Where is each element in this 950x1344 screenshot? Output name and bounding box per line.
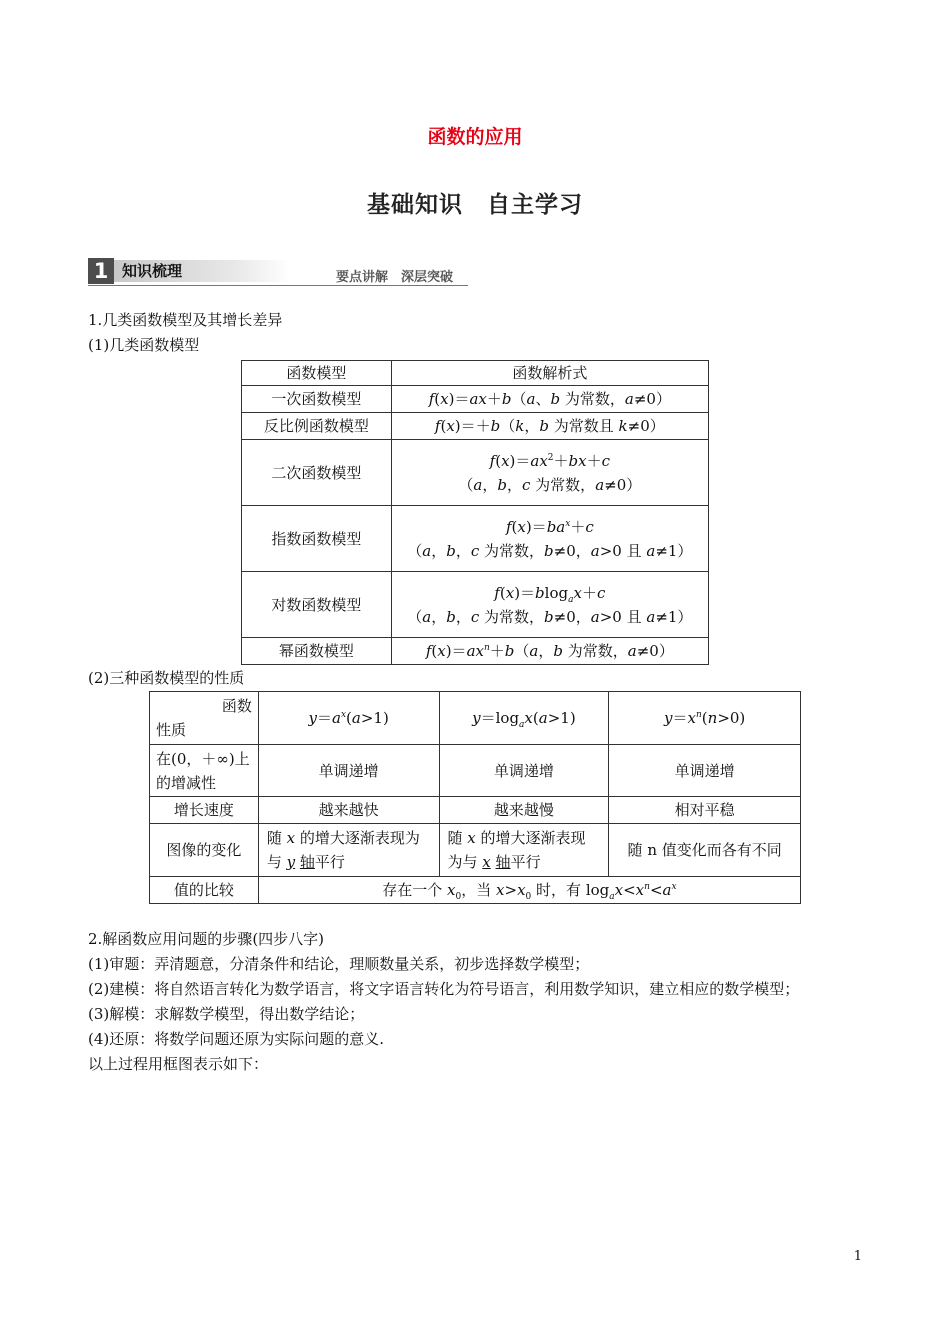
table1-row-name: 二次函数模型 — [242, 440, 392, 506]
page-number: 1 — [853, 1249, 862, 1264]
table1-row-name: 幂函数模型 — [242, 638, 392, 665]
table1-row-name: 对数函数模型 — [242, 572, 392, 638]
table2-speed-exp: 越来越快 — [258, 797, 439, 824]
table1-row-name: 指数函数模型 — [242, 506, 392, 572]
table2-corner-cell — [150, 692, 259, 745]
table2-row-label: 图像的变化 — [150, 824, 259, 877]
table2-monotonic-power: 单调递增 — [609, 745, 801, 797]
table2-speed-power: 相对平稳 — [609, 797, 801, 824]
table1-row-formula: $f(x)=ba^x+c$ （a，b，c 为常数，b≠0，a>0 且 a≠1） — [391, 506, 708, 572]
table1-row-formula: f(x)＝＋b（k，b 为常数且 k≠0） — [391, 413, 708, 440]
table2-header-power: $y=x^n(n>0)$ — [609, 692, 801, 745]
table1-row-name: 反比例函数模型 — [242, 413, 392, 440]
table2-monotonic-exp: 单调递增 — [258, 745, 439, 797]
table1-row-formula: $f(x)=ax^2+bx+c$ （a，b，c 为常数，a≠0） — [391, 440, 708, 506]
table2-row-label: 在(0，＋∞)上的增减性 — [150, 745, 259, 797]
table2-header-exp: $y=a^x(a>1)$ — [258, 692, 439, 745]
table2-graph-power: 随 n 值变化而各有不同 — [609, 824, 801, 877]
table1-row-formula: f(x)＝ax＋b（a、b 为常数，a≠0） — [391, 386, 708, 413]
table1-header-model: 函数模型 — [242, 361, 392, 386]
subsection-2-heading: (2)三种函数模型的性质 — [88, 669, 245, 687]
table2-graph-log: 随 x 的增大逐渐表现为与 x 轴平行 — [439, 824, 609, 877]
table2-corner-top: 函数 — [221, 697, 252, 715]
table2-graph-exp: 随 x 的增大逐渐表现为与 y 轴平行 — [258, 824, 439, 877]
banner-number: 1 — [88, 258, 114, 284]
step-item: (2)建模：将自然语言转化为数学语言，将文字语言转化为符号语言，利用数学知识，建立相应的数学模型； — [88, 980, 800, 998]
section-1-heading: 1.几类函数模型及其增长差异 — [88, 311, 283, 329]
step-item: (1)审题：弄清题意，分清条件和结论，理顺数量关系，初步选择数学模型； — [88, 955, 590, 973]
banner-label: 知识梳理 — [114, 260, 290, 282]
table2-monotonic-log: 单调递增 — [439, 745, 609, 797]
banner-rule — [88, 285, 468, 286]
table1-row-name: 一次函数模型 — [242, 386, 392, 413]
document-title: 函数的应用 — [427, 126, 523, 148]
table2-header-log: $y=\log_ax(a>1)$ — [439, 692, 609, 745]
step-item: (4)还原：将数学问题还原为实际问题的意义. — [88, 1030, 385, 1048]
banner-subtext: 要点讲解 深层突破 — [336, 270, 454, 285]
table2-speed-log: 越来越慢 — [439, 797, 609, 824]
step-item: (3)解模：求解数学模型，得出数学结论； — [88, 1005, 365, 1023]
section-banner — [88, 258, 468, 286]
table2-corner-bottom: 性质 — [156, 721, 187, 739]
table1-header-formula: 函数解析式 — [391, 361, 708, 386]
function-models-table — [241, 360, 709, 665]
section-subtitle: 基础知识 自主学习 — [367, 192, 583, 218]
table2-row-label: 值的比较 — [150, 877, 259, 904]
closing-text: 以上过程用框图表示如下： — [88, 1055, 269, 1073]
table1-row-formula: $f(x)=ax^n+b(a$，b 为常数，a≠0） — [391, 638, 708, 665]
table2-row-label: 增长速度 — [150, 797, 259, 824]
table1-row-formula: f(x)＝blog$_a$x＋c （a，b，c 为常数，b≠0，a>0 且 a≠1） — [391, 572, 708, 638]
section-2-heading: 2.解函数应用问题的步骤(四步八字) — [88, 930, 325, 948]
model-properties-table — [149, 691, 801, 904]
table2-value-comparison: 存在一个 $x_0$，当 $x>x_0$ 时，有 $\log_ax<x^n<a^x$ — [258, 877, 800, 904]
subsection-1-heading: (1)几类函数模型 — [88, 336, 200, 354]
